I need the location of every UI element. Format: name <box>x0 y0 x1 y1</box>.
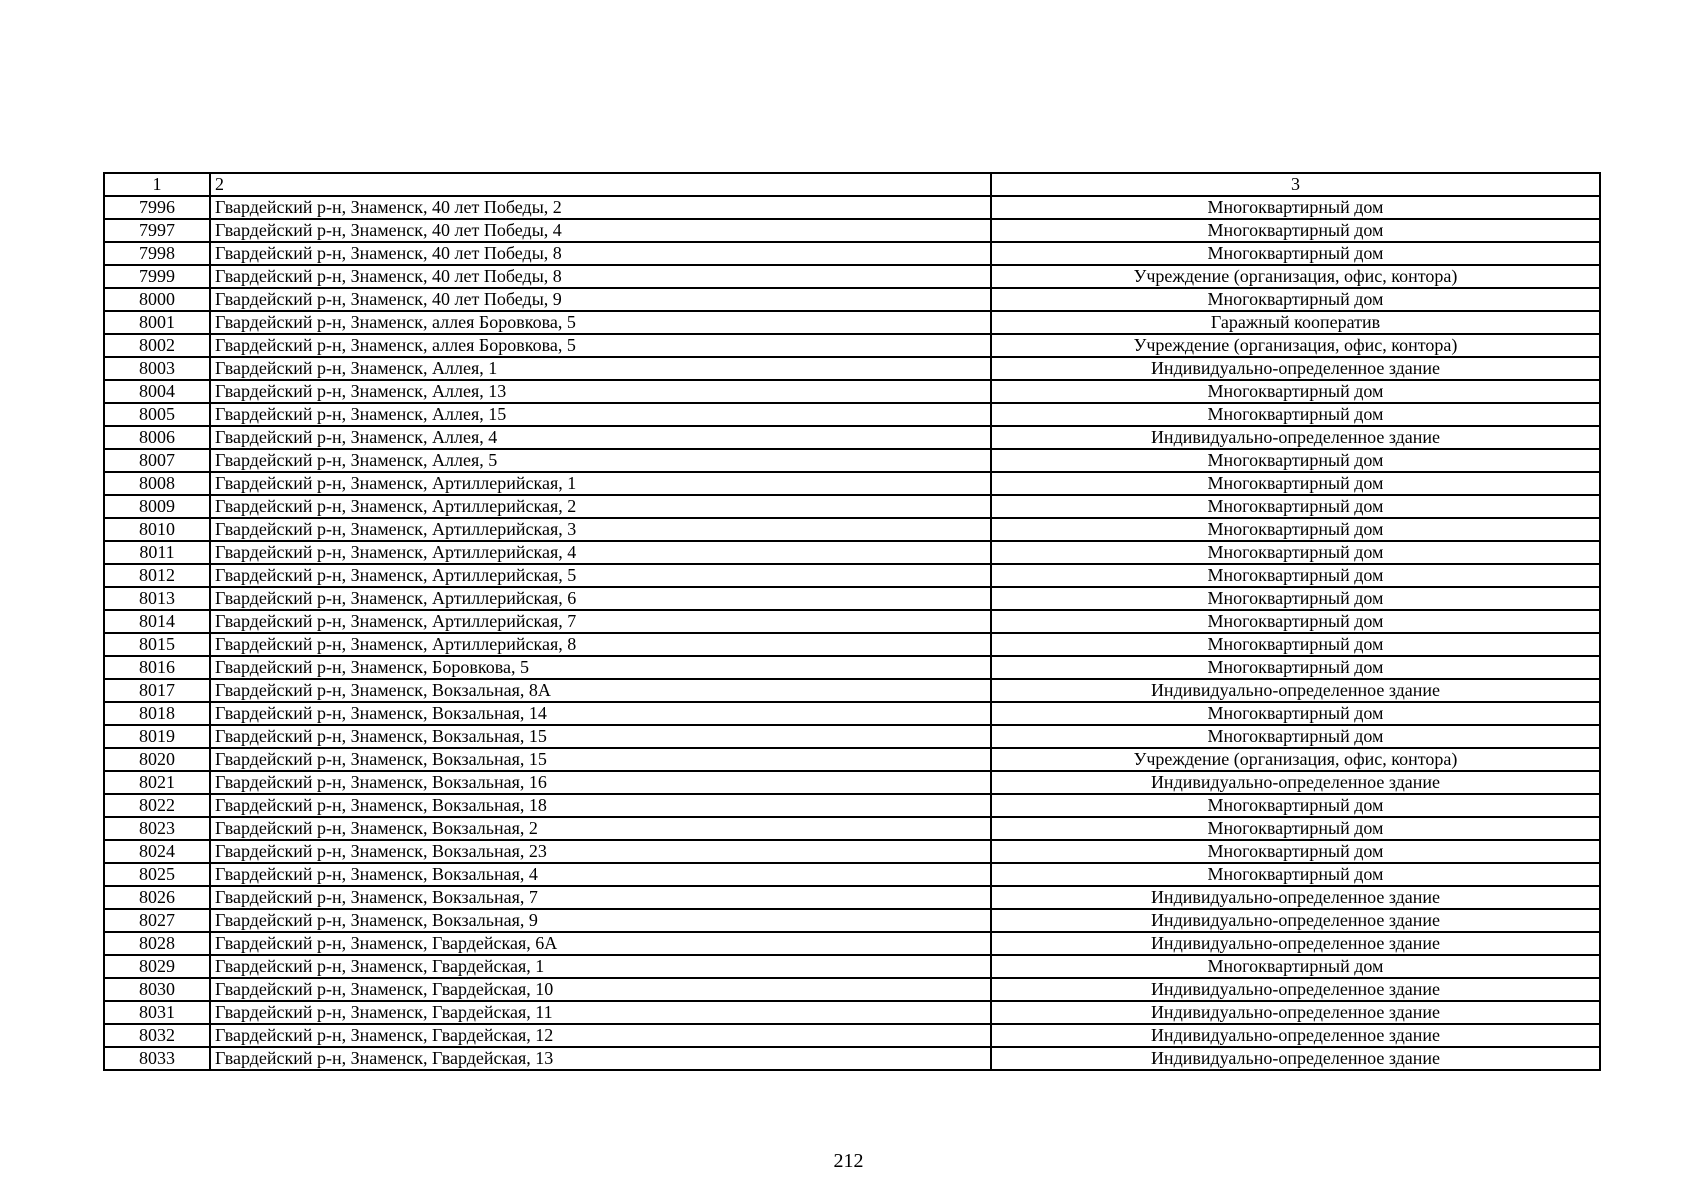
row-address: Гвардейский р-н, Знаменск, Вокзальная, 4 <box>210 863 991 886</box>
row-object-type: Многоквартирный дом <box>991 242 1600 265</box>
row-address: Гвардейский р-н, Знаменск, Вокзальная, 18 <box>210 794 991 817</box>
table-row <box>104 633 1600 656</box>
row-address: Гвардейский р-н, Знаменск, Артиллерийская, 8 <box>210 633 991 656</box>
row-address: Гвардейский р-н, Знаменск, Аллея, 1 <box>210 357 991 380</box>
row-object-type: Многоквартирный дом <box>991 288 1600 311</box>
row-address: Гвардейский р-н, Знаменск, Вокзальная, 14 <box>210 702 991 725</box>
table-header <box>104 173 1600 196</box>
header-col-1: 1 <box>104 173 210 196</box>
row-address: Гвардейский р-н, Знаменск, Вокзальная, 15 <box>210 748 991 771</box>
row-number: 8019 <box>104 725 210 748</box>
row-address: Гвардейский р-н, Знаменск, Артиллерийская, 7 <box>210 610 991 633</box>
row-address: Гвардейский р-н, Знаменск, Вокзальная, 9 <box>210 909 991 932</box>
header-col-2: 2 <box>210 173 991 196</box>
address-table <box>103 172 1601 1071</box>
row-address: Гвардейский р-н, Знаменск, Гвардейская, 10 <box>210 978 991 1001</box>
row-number: 8021 <box>104 771 210 794</box>
page-number: 212 <box>833 1150 864 1172</box>
row-number: 8004 <box>104 380 210 403</box>
row-number: 8008 <box>104 472 210 495</box>
row-number: 8013 <box>104 587 210 610</box>
row-address: Гвардейский р-н, Знаменск, Гвардейская, 6А <box>210 932 991 955</box>
row-object-type: Многоквартирный дом <box>991 840 1600 863</box>
row-object-type: Многоквартирный дом <box>991 472 1600 495</box>
header-col-3: 3 <box>991 173 1600 196</box>
row-object-type: Многоквартирный дом <box>991 817 1600 840</box>
row-number: 8015 <box>104 633 210 656</box>
row-object-type: Многоквартирный дом <box>991 702 1600 725</box>
row-object-type: Многоквартирный дом <box>991 541 1600 564</box>
row-address: Гвардейский р-н, Знаменск, Аллея, 4 <box>210 426 991 449</box>
row-object-type: Многоквартирный дом <box>991 518 1600 541</box>
row-number: 8028 <box>104 932 210 955</box>
row-number: 8000 <box>104 288 210 311</box>
row-address: Гвардейский р-н, Знаменск, аллея Боровкова, 5 <box>210 334 991 357</box>
row-object-type: Многоквартирный дом <box>991 495 1600 518</box>
row-number: 8007 <box>104 449 210 472</box>
table-row <box>104 656 1600 679</box>
row-number: 8023 <box>104 817 210 840</box>
table-row <box>104 334 1600 357</box>
row-address: Гвардейский р-н, Знаменск, Вокзальная, 2 <box>210 817 991 840</box>
table-row <box>104 817 1600 840</box>
table-body <box>104 196 1600 1070</box>
table-row <box>104 978 1600 1001</box>
row-number: 7999 <box>104 265 210 288</box>
row-object-type: Индивидуально-определенное здание <box>991 426 1600 449</box>
row-object-type: Учреждение (организация, офис, контора) <box>991 265 1600 288</box>
table-row <box>104 242 1600 265</box>
row-object-type: Индивидуально-определенное здание <box>991 978 1600 1001</box>
row-address: Гвардейский р-н, Знаменск, 40 лет Победы, 2 <box>210 196 991 219</box>
table-row <box>104 403 1600 426</box>
row-object-type: Многоквартирный дом <box>991 725 1600 748</box>
table-row <box>104 909 1600 932</box>
row-number: 7997 <box>104 219 210 242</box>
row-number: 8001 <box>104 311 210 334</box>
row-object-type: Индивидуально-определенное здание <box>991 771 1600 794</box>
row-object-type: Многоквартирный дом <box>991 633 1600 656</box>
row-object-type: Многоквартирный дом <box>991 955 1600 978</box>
row-address: Гвардейский р-н, Знаменск, Аллея, 13 <box>210 380 991 403</box>
row-address: Гвардейский р-н, Знаменск, Артиллерийская, 6 <box>210 587 991 610</box>
row-number: 8002 <box>104 334 210 357</box>
row-address: Гвардейский р-н, Знаменск, аллея Боровкова, 5 <box>210 311 991 334</box>
row-number: 8020 <box>104 748 210 771</box>
table-row <box>104 794 1600 817</box>
table-row <box>104 564 1600 587</box>
row-object-type: Индивидуально-определенное здание <box>991 1047 1600 1070</box>
table-row <box>104 311 1600 334</box>
row-object-type: Учреждение (организация, офис, контора) <box>991 748 1600 771</box>
table-row <box>104 541 1600 564</box>
table-row <box>104 1024 1600 1047</box>
row-number: 8030 <box>104 978 210 1001</box>
table-row <box>104 1001 1600 1024</box>
table-row <box>104 357 1600 380</box>
row-address: Гвардейский р-н, Знаменск, Артиллерийская, 3 <box>210 518 991 541</box>
row-object-type: Индивидуально-определенное здание <box>991 357 1600 380</box>
row-address: Гвардейский р-н, Знаменск, Артиллерийская, 1 <box>210 472 991 495</box>
row-number: 8010 <box>104 518 210 541</box>
row-number: 8032 <box>104 1024 210 1047</box>
row-object-type: Индивидуально-определенное здание <box>991 1024 1600 1047</box>
row-address: Гвардейский р-н, Знаменск, Вокзальная, 16 <box>210 771 991 794</box>
row-address: Гвардейский р-н, Знаменск, Артиллерийская, 4 <box>210 541 991 564</box>
row-object-type: Многоквартирный дом <box>991 610 1600 633</box>
row-number: 8022 <box>104 794 210 817</box>
row-number: 7996 <box>104 196 210 219</box>
row-object-type: Многоквартирный дом <box>991 403 1600 426</box>
row-number: 8017 <box>104 679 210 702</box>
row-number: 8016 <box>104 656 210 679</box>
row-address: Гвардейский р-н, Знаменск, Вокзальная, 8А <box>210 679 991 702</box>
row-object-type: Индивидуально-определенное здание <box>991 909 1600 932</box>
row-address: Гвардейский р-н, Знаменск, 40 лет Победы, 8 <box>210 242 991 265</box>
row-object-type: Многоквартирный дом <box>991 196 1600 219</box>
row-number: 8011 <box>104 541 210 564</box>
table-row <box>104 863 1600 886</box>
row-address: Гвардейский р-н, Знаменск, Вокзальная, 15 <box>210 725 991 748</box>
row-address: Гвардейский р-н, Знаменск, Гвардейская, 11 <box>210 1001 991 1024</box>
table-row <box>104 587 1600 610</box>
row-object-type: Индивидуально-определенное здание <box>991 932 1600 955</box>
table-row <box>104 840 1600 863</box>
row-address: Гвардейский р-н, Знаменск, Артиллерийская, 5 <box>210 564 991 587</box>
row-address: Гвардейский р-н, Знаменск, Аллея, 15 <box>210 403 991 426</box>
row-object-type: Индивидуально-определенное здание <box>991 1001 1600 1024</box>
row-address: Гвардейский р-н, Знаменск, Гвардейская, 12 <box>210 1024 991 1047</box>
table-row <box>104 886 1600 909</box>
row-address: Гвардейский р-н, Знаменск, 40 лет Победы, 4 <box>210 219 991 242</box>
table-row <box>104 472 1600 495</box>
table-row <box>104 495 1600 518</box>
table-row <box>104 748 1600 771</box>
row-number: 8009 <box>104 495 210 518</box>
table-row <box>104 932 1600 955</box>
table-row <box>104 196 1600 219</box>
row-object-type: Многоквартирный дом <box>991 587 1600 610</box>
row-address: Гвардейский р-н, Знаменск, 40 лет Победы, 9 <box>210 288 991 311</box>
table-row <box>104 679 1600 702</box>
table-row <box>104 380 1600 403</box>
row-number: 8026 <box>104 886 210 909</box>
row-address: Гвардейский р-н, Знаменск, Гвардейская, 13 <box>210 1047 991 1070</box>
row-address: Гвардейский р-н, Знаменск, 40 лет Победы, 8 <box>210 265 991 288</box>
row-address: Гвардейский р-н, Знаменск, Артиллерийская, 2 <box>210 495 991 518</box>
table-row <box>104 771 1600 794</box>
row-number: 8014 <box>104 610 210 633</box>
row-object-type: Индивидуально-определенное здание <box>991 679 1600 702</box>
row-number: 8018 <box>104 702 210 725</box>
table-row <box>104 702 1600 725</box>
table-row <box>104 449 1600 472</box>
row-number: 8003 <box>104 357 210 380</box>
table-row <box>104 265 1600 288</box>
row-object-type: Многоквартирный дом <box>991 449 1600 472</box>
table-row <box>104 725 1600 748</box>
header-row <box>104 173 1600 196</box>
row-object-type: Многоквартирный дом <box>991 219 1600 242</box>
row-object-type: Многоквартирный дом <box>991 863 1600 886</box>
row-address: Гвардейский р-н, Знаменск, Гвардейская, 1 <box>210 955 991 978</box>
row-number: 8024 <box>104 840 210 863</box>
table-row <box>104 610 1600 633</box>
row-number: 8033 <box>104 1047 210 1070</box>
row-address: Гвардейский р-н, Знаменск, Вокзальная, 23 <box>210 840 991 863</box>
row-number: 8012 <box>104 564 210 587</box>
row-number: 7998 <box>104 242 210 265</box>
row-object-type: Гаражный кооператив <box>991 311 1600 334</box>
row-object-type: Многоквартирный дом <box>991 564 1600 587</box>
row-number: 8031 <box>104 1001 210 1024</box>
row-address: Гвардейский р-н, Знаменск, Вокзальная, 7 <box>210 886 991 909</box>
table-row <box>104 288 1600 311</box>
row-object-type: Учреждение (организация, офис, контора) <box>991 334 1600 357</box>
row-address: Гвардейский р-н, Знаменск, Аллея, 5 <box>210 449 991 472</box>
row-object-type: Многоквартирный дом <box>991 380 1600 403</box>
row-number: 8027 <box>104 909 210 932</box>
table-row <box>104 955 1600 978</box>
row-object-type: Индивидуально-определенное здание <box>991 886 1600 909</box>
row-number: 8006 <box>104 426 210 449</box>
table-row <box>104 426 1600 449</box>
row-number: 8005 <box>104 403 210 426</box>
row-object-type: Многоквартирный дом <box>991 656 1600 679</box>
row-number: 8029 <box>104 955 210 978</box>
row-object-type: Многоквартирный дом <box>991 794 1600 817</box>
table-row <box>104 219 1600 242</box>
table-row <box>104 1047 1600 1070</box>
row-address: Гвардейский р-н, Знаменск, Боровкова, 5 <box>210 656 991 679</box>
table-row <box>104 518 1600 541</box>
row-number: 8025 <box>104 863 210 886</box>
